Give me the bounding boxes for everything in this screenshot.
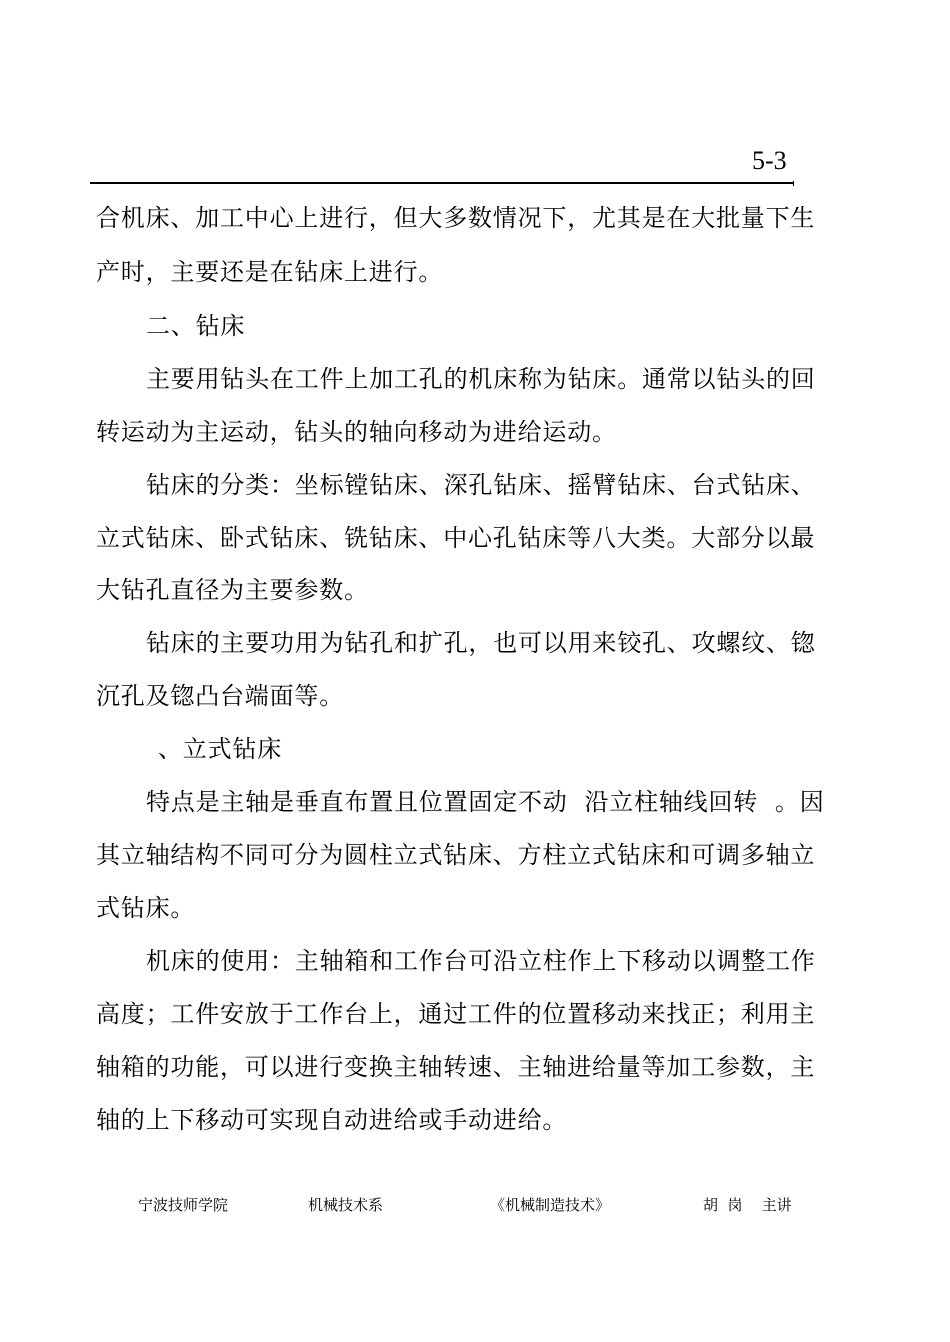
- section-heading-vertical-drill: 、立式钻床: [158, 735, 282, 763]
- text-line-16: 高度；工件安放于工作台上，通过工件的位置移动来找正；利用主: [96, 1000, 816, 1028]
- text-line-6: 钻床的分类：坐标镗钻床、深孔钻床、摇臂钻床、台式钻床、: [146, 471, 816, 499]
- text-line-8: 大钻孔直径为主要参数。: [96, 576, 369, 604]
- text-line-5: 转运动为主运动，钻头的轴向移动为进给运动。: [96, 418, 617, 446]
- page-number: 5-3: [752, 146, 787, 175]
- footer-department: 机械技术系: [308, 1196, 384, 1214]
- text-line-10: 沉孔及锪凸台端面等。: [96, 682, 344, 710]
- header-rule: [90, 182, 793, 184]
- footer-course: 《机械制造技术》: [490, 1196, 611, 1214]
- text-line-9: 钻床的主要功用为钻孔和扩孔，也可以用来铰孔、攻螺纹、锪: [146, 629, 816, 657]
- text-line-2: 产时，主要还是在钻床上进行。: [96, 258, 444, 286]
- text-line-12: 特点是主轴是垂直布置且位置固定不动 沿立柱轴线回转 。因: [146, 788, 825, 816]
- text-line-17: 轴箱的功能，可以进行变换主轴转速、主轴进给量等加工参数，主: [96, 1053, 816, 1081]
- text-line-4: 主要用钻头在工件上加工孔的机床称为钻床。通常以钻头的回: [146, 365, 816, 393]
- text-line-7: 立式钻床、卧式钻床、铣钻床、中心孔钻床等八大类。大部分以最: [96, 524, 816, 552]
- footer: [0, 1193, 950, 1217]
- text-line-14: 式钻床。: [96, 894, 196, 922]
- text-line-15: 机床的使用：主轴箱和工作台可沿立柱作上下移动以调整工作: [146, 947, 816, 975]
- footer-lecturer: 胡 岗 主讲: [703, 1196, 792, 1214]
- footer-school: 宁波技师学院: [138, 1196, 229, 1214]
- text-line-1: 合机床、加工中心上进行，但大多数情况下，尤其是在大批量下生: [96, 204, 816, 232]
- text-line-18: 轴的上下移动可实现自动进给或手动进给。: [96, 1106, 568, 1134]
- header-rule-tick: [793, 181, 794, 186]
- section-heading-drill-press: 二、钻床: [146, 312, 246, 340]
- text-line-13: 其立轴结构不同可分为圆柱立式钻床、方柱立式钻床和可调多轴立: [96, 841, 816, 869]
